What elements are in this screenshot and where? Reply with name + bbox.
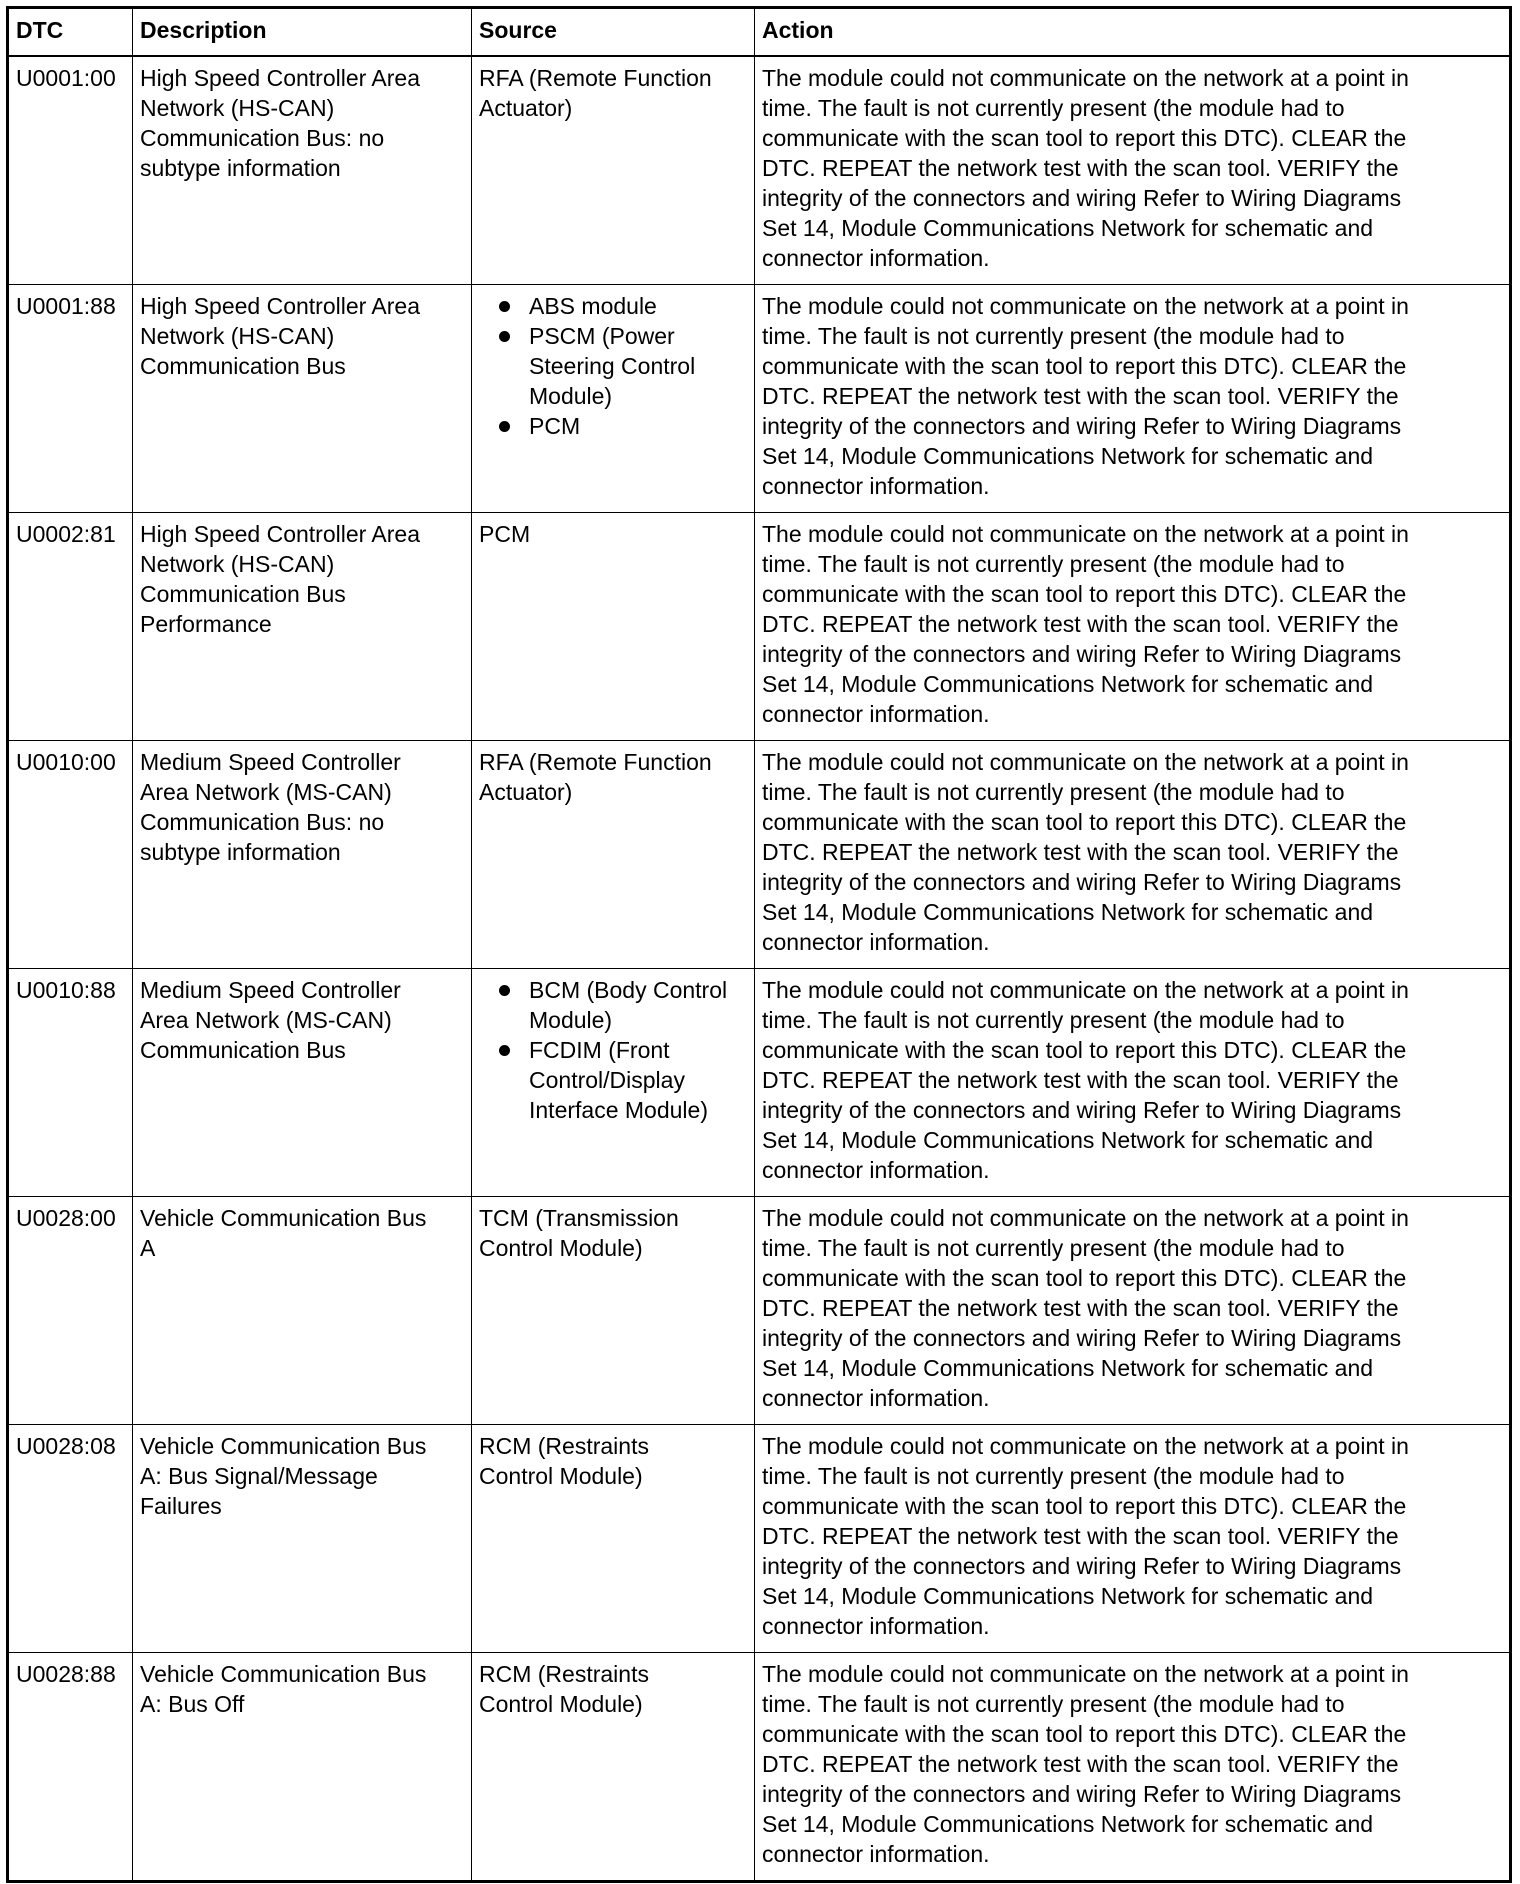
dtc-cell: U0010:00 bbox=[8, 741, 133, 969]
dtc-cell: U0028:08 bbox=[8, 1425, 133, 1653]
table-row bbox=[8, 513, 1511, 741]
source-list-item: FCDIM (Front Control/Display Interface Module) bbox=[529, 1035, 747, 1125]
source-cell bbox=[472, 969, 755, 1197]
dtc-cell: U0001:88 bbox=[8, 285, 133, 513]
action-cell: The module could not communicate on the network at a point in time. The fault is not currently present (the module had to communicate with the scan tool to report this DTC). CLEAR the DTC. REPEAT the network test with the scan tool. VERIFY the integrity of the connectors and wiring Refer to Wiring Diagrams Set 14, Module Communications Network for schematic and connector information. bbox=[755, 969, 1511, 1197]
dtc-cell: U0010:88 bbox=[8, 969, 133, 1197]
table-row bbox=[8, 1197, 1511, 1425]
action-cell: The module could not communicate on the network at a point in time. The fault is not currently present (the module had to communicate with the scan tool to report this DTC). CLEAR the DTC. REPEAT the network test with the scan tool. VERIFY the integrity of the connectors and wiring Refer to Wiring Diagrams Set 14, Module Communications Network for schematic and connector information. bbox=[755, 1425, 1511, 1653]
action-cell: The module could not communicate on the network at a point in time. The fault is not currently present (the module had to communicate with the scan tool to report this DTC). CLEAR the DTC. REPEAT the network test with the scan tool. VERIFY the integrity of the connectors and wiring Refer to Wiring Diagrams Set 14, Module Communications Network for schematic and connector information. bbox=[755, 285, 1511, 513]
dtc-cell: U0002:81 bbox=[8, 513, 133, 741]
table-row bbox=[8, 1425, 1511, 1653]
description-cell: Medium Speed Controller Area Network (MS-CAN) Communication Bus bbox=[133, 969, 472, 1197]
source-list-item: PCM bbox=[529, 411, 747, 441]
source-cell: PCM bbox=[472, 513, 755, 741]
action-cell: The module could not communicate on the network at a point in time. The fault is not currently present (the module had to communicate with the scan tool to report this DTC). CLEAR the DTC. REPEAT the network test with the scan tool. VERIFY the integrity of the connectors and wiring Refer to Wiring Diagrams Set 14, Module Communications Network for schematic and connector information. bbox=[755, 1197, 1511, 1425]
description-cell: High Speed Controller Area Network (HS-CAN) Communication Bus Performance bbox=[133, 513, 472, 741]
dtc-cell: U0028:00 bbox=[8, 1197, 133, 1425]
table-row bbox=[8, 1653, 1511, 1882]
description-cell: Vehicle Communication Bus A bbox=[133, 1197, 472, 1425]
dtc-cell: U0001:00 bbox=[8, 56, 133, 285]
table-row bbox=[8, 56, 1511, 285]
source-list bbox=[479, 291, 747, 441]
header-row bbox=[8, 8, 1511, 57]
table-row bbox=[8, 285, 1511, 513]
description-cell: High Speed Controller Area Network (HS-CAN) Communication Bus: no subtype information bbox=[133, 56, 472, 285]
source-cell bbox=[472, 285, 755, 513]
source-list-item: PSCM (Power Steering Control Module) bbox=[529, 321, 747, 411]
table-row bbox=[8, 969, 1511, 1197]
header-source: Source bbox=[472, 8, 755, 57]
source-list-item: ABS module bbox=[529, 291, 747, 321]
table-row bbox=[8, 741, 1511, 969]
dtc-cell: U0028:88 bbox=[8, 1653, 133, 1882]
action-cell: The module could not communicate on the network at a point in time. The fault is not currently present (the module had to communicate with the scan tool to report this DTC). CLEAR the DTC. REPEAT the network test with the scan tool. VERIFY the integrity of the connectors and wiring Refer to Wiring Diagrams Set 14, Module Communications Network for schematic and connector information. bbox=[755, 741, 1511, 969]
source-list bbox=[479, 975, 747, 1125]
source-cell: RFA (Remote Function Actuator) bbox=[472, 56, 755, 285]
source-list-item: BCM (Body Control Module) bbox=[529, 975, 747, 1035]
source-cell: RCM (Restraints Control Module) bbox=[472, 1425, 755, 1653]
source-cell: TCM (Transmission Control Module) bbox=[472, 1197, 755, 1425]
description-cell: Vehicle Communication Bus A: Bus Off bbox=[133, 1653, 472, 1882]
description-cell: High Speed Controller Area Network (HS-CAN) Communication Bus bbox=[133, 285, 472, 513]
description-cell: Vehicle Communication Bus A: Bus Signal/Message Failures bbox=[133, 1425, 472, 1653]
action-cell: The module could not communicate on the network at a point in time. The fault is not currently present (the module had to communicate with the scan tool to report this DTC). CLEAR the DTC. REPEAT the network test with the scan tool. VERIFY the integrity of the connectors and wiring Refer to Wiring Diagrams Set 14, Module Communications Network for schematic and connector information. bbox=[755, 1653, 1511, 1882]
header-description: Description bbox=[133, 8, 472, 57]
action-cell: The module could not communicate on the network at a point in time. The fault is not currently present (the module had to communicate with the scan tool to report this DTC). CLEAR the DTC. REPEAT the network test with the scan tool. VERIFY the integrity of the connectors and wiring Refer to Wiring Diagrams Set 14, Module Communications Network for schematic and connector information. bbox=[755, 513, 1511, 741]
source-cell: RFA (Remote Function Actuator) bbox=[472, 741, 755, 969]
dtc-table bbox=[6, 6, 1512, 1883]
action-cell: The module could not communicate on the network at a point in time. The fault is not currently present (the module had to communicate with the scan tool to report this DTC). CLEAR the DTC. REPEAT the network test with the scan tool. VERIFY the integrity of the connectors and wiring Refer to Wiring Diagrams Set 14, Module Communications Network for schematic and connector information. bbox=[755, 56, 1511, 285]
header-action: Action bbox=[755, 8, 1511, 57]
header-dtc: DTC bbox=[8, 8, 133, 57]
source-cell: RCM (Restraints Control Module) bbox=[472, 1653, 755, 1882]
description-cell: Medium Speed Controller Area Network (MS-CAN) Communication Bus: no subtype information bbox=[133, 741, 472, 969]
